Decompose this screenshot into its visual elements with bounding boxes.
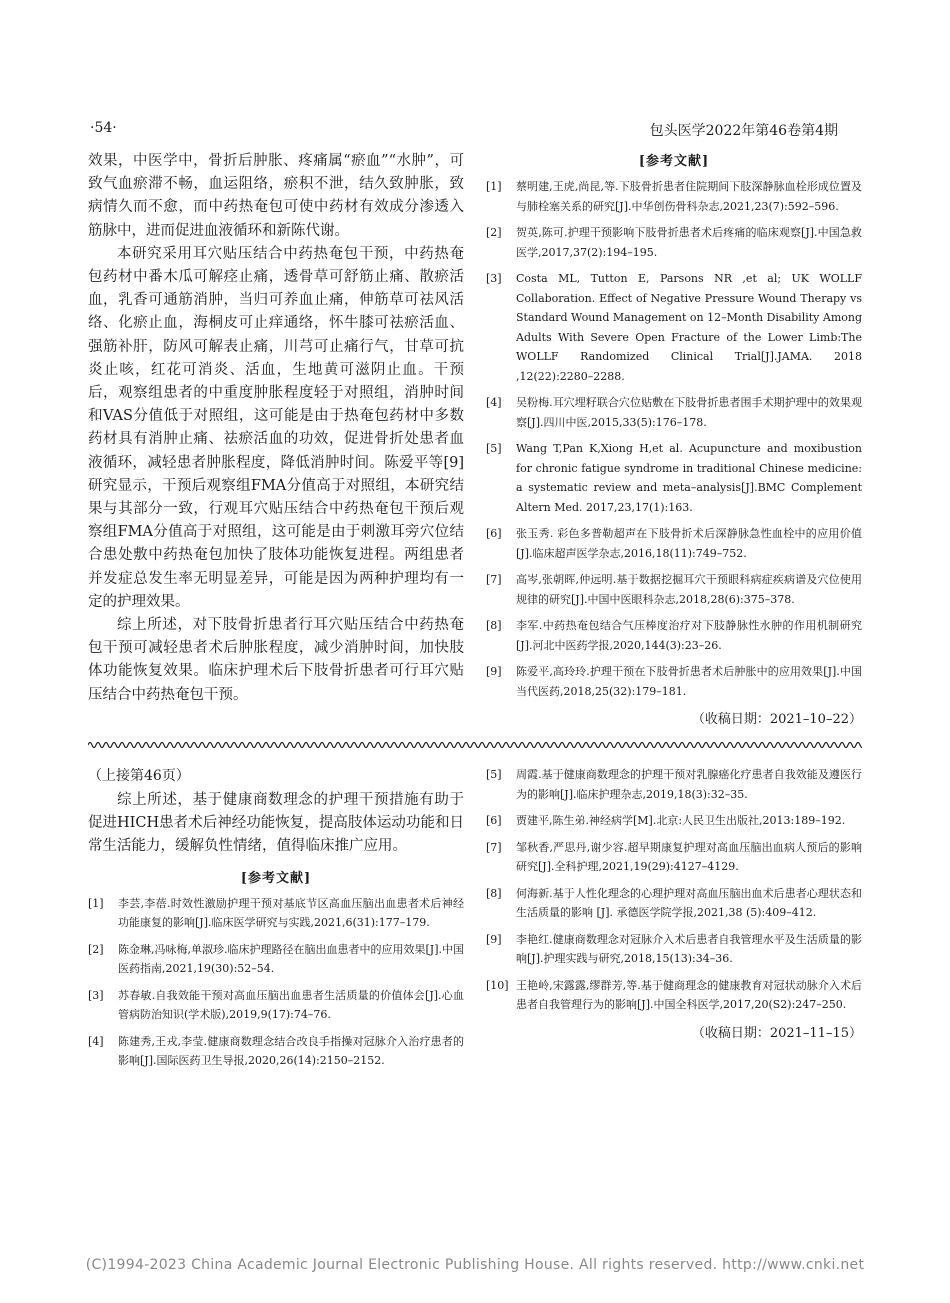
reference-text: 蔡明建,王虎,尚昆,等.下肢骨折患者住院期间下肢深静脉血栓形成位置及与肺栓塞关系的研究[J].中华创伤骨科杂志,2021,23(7):592–596. bbox=[516, 180, 862, 213]
reference-text: 贺英,陈可.护理干预影响下肢骨折患者术后疼痛的临床观察[J].中国急救医学,2017,37(2):194–195. bbox=[516, 226, 862, 259]
reference-number: [2] bbox=[486, 226, 502, 239]
reference-text: 李军.中药热奄包结合气压棒度治疗对下肢静脉性水肿的作用机制研究[J].河北中医药学报,2020,144(3):23–26. bbox=[516, 619, 862, 652]
reference-item bbox=[88, 1032, 464, 1071]
reference-item bbox=[486, 439, 862, 517]
reference-item bbox=[486, 524, 862, 563]
reference-number: [1] bbox=[88, 896, 104, 910]
reference-number: [7] bbox=[486, 840, 502, 854]
reference-text: Wang T,Pan K,Xiong H,et al. Acupuncture and moxibustion for chronic fatigue syndrome in traditional Chinese medicine: a systematic review and meta–analysis[J].BMC Complement Altern Med. 2017,23,17(1):163. bbox=[516, 442, 862, 514]
reference-list bbox=[88, 894, 464, 1071]
reference-number: [10] bbox=[486, 978, 509, 992]
reference-text: 李艳红.健康商数理念对冠脉介入术后患者自我管理水平及生活质量的影响[J].护理实践与研究,2018,15(13):34–36. bbox=[516, 932, 862, 965]
references-top bbox=[486, 150, 862, 727]
reference-text: 何海新.基于人性化理念的心理护理对高血压脑出血术后患者心理状态和生活质量的影响 [J]. 承德医学院学报,2021,38 (5):409–412. bbox=[516, 886, 862, 919]
reference-item bbox=[486, 930, 862, 969]
reference-number: [7] bbox=[486, 573, 502, 586]
reference-item bbox=[486, 177, 862, 216]
reference-number: [8] bbox=[486, 619, 502, 632]
reference-text: 高岑,张朝晖,仲远明.基于数据挖掘耳穴干预眼科病症疾病谱及穴位使用规律的研究[J].中国中医眼科杂志,2018,28(6):375–378. bbox=[516, 573, 862, 606]
reference-text: 陈爱平,高玲玲.护理干预在下肢骨折患者术后肿胀中的应用效果[J].中国当代医药,2018,25(32):179–181. bbox=[516, 665, 862, 698]
reference-item bbox=[486, 393, 862, 432]
body-paragraph: 综上所述，对下肢骨折患者行耳穴贴压结合中药热奄包干预可减轻患者术后肿胀程度，减少消肿时间，加快肢体功能恢复效果。临床护理术后下肢骨折患者可行耳穴贴压结合中药热奄包干预。 bbox=[88, 617, 464, 703]
references-heading: [参考文献] bbox=[638, 154, 710, 169]
reference-list bbox=[486, 177, 862, 701]
copyright-footer: (C)1994-2023 China Academic Journal Electronic Publishing House. All rights reserved. http://www.cnki.net bbox=[85, 1257, 865, 1273]
reference-item bbox=[486, 884, 862, 923]
journal-header: 包头医学2022年第46卷第4期 bbox=[649, 123, 838, 139]
reference-text: 苏春敏.自我效能干预对高血压脑出血患者生活质量的价值体会[J].心血管病防治知识(学术版),2019,9(17):74–76. bbox=[118, 988, 464, 1022]
reference-item bbox=[486, 838, 862, 877]
reference-text: 贾建平,陈生弟.神经病学[M].北京:人民卫生出版社,2013:189–192. bbox=[516, 814, 846, 827]
reference-number: [8] bbox=[486, 886, 502, 900]
references-heading: [参考文献] bbox=[240, 870, 312, 886]
reference-text: Costa ML, Tutton E, Parsons NR ,et al; UK WOLLF Collaboration. Effect of Negative Pressure Wound Therapy vs Standard Wound Management on 12–Month Disability Among Adults With Severe Open Fracture of the Lower Limb:The WOLLF Randomized Clinical Trial[J].JAMA. 2018 ,12(22):2280–2288. bbox=[516, 272, 862, 383]
reference-number: [5] bbox=[486, 442, 502, 455]
reference-number: [6] bbox=[486, 527, 502, 540]
reference-text: 吴粉梅.耳穴埋籽联合穴位贴敷在下肢骨折患者围手术期护理中的效果观察[J].四川中医,2015,33(5):176–178. bbox=[516, 396, 862, 429]
reference-item bbox=[88, 986, 464, 1025]
reference-item bbox=[486, 570, 862, 609]
reference-item bbox=[88, 940, 464, 979]
reference-number: [5] bbox=[486, 768, 502, 781]
reference-text: 陈建秀,王戎,李莹.健康商数理念结合改良手指操对冠脉介入治疗患者的影响[J].国际医药卫生导报,2020,26(14):2150–2152. bbox=[118, 1034, 464, 1068]
reference-item bbox=[486, 811, 862, 831]
body-paragraph: 效果，中医学中，骨折后肿胀、疼痛属“瘀血”“水肿”，可致气血瘀滞不畅，血运阻络，瘀积不泄，结久致肿胀，致病情久而不愈，而中药热奄包可使中药材有效成分渗透入筋脉中，进而促进血液循环和新陈代谢。 bbox=[88, 153, 464, 239]
reference-text: 邹秋香,严思丹,谢少容.超早期康复护理对高血压脑出血病人预后的影响研究[J].全科护理,2021,19(29):4127–4129. bbox=[516, 840, 862, 873]
reference-item bbox=[486, 616, 862, 655]
reference-text: 周霞.基于健康商数理念的护理干预对乳腺癌化疗患者自我效能及遵医行为的影响[J].临床护理杂志,2019,18(3):32–35. bbox=[516, 768, 862, 801]
reference-item bbox=[88, 894, 464, 933]
reference-item bbox=[486, 765, 862, 804]
reference-item bbox=[486, 662, 862, 701]
reference-number: [3] bbox=[88, 988, 104, 1002]
received-date: （收稿日期：2021–10–22） bbox=[691, 712, 862, 727]
reference-number: [1] bbox=[486, 180, 502, 193]
reference-item bbox=[486, 269, 862, 386]
reference-text: 张玉秀. 彩色多普勒超声在下肢骨折术后深静脉急性血栓中的应用价值[J].临床超声医学杂志,2016,18(11):749–752. bbox=[516, 527, 862, 560]
body-paragraph: 本研究采用耳穴贴压结合中药热奄包干预，中药热奄包药材中番木瓜可解痉止痛，透骨草可舒筋止痛、散瘀活血，乳香可通筋消肿，当归可养血止痛，伸筋草可祛风活络、化瘀止血，海桐皮可止痒通络，怀牛膝可祛瘀活血、强筋补肝，防风可解表止痛，川芎可止痛行气，甘草可抗炎止咳，红花可消炎、活血，生地黄可滋阴止血。干预后，观察组患者的中重度肿胀程度轻于对照组，消肿时间和VAS分值低于对照组，这可能是由于热奄包药材中多数药材具有消肿止痛、祛瘀活血的功效，促进骨折处患者血液循环，减轻患者肿胀程度，降低消肿时间。陈爱平等[9]研究显示，干预后观察组FMA分值高于对照组，本研究结果与其部分一致，行观耳穴贴压结合中药热奄包干预后观察组FMA分值高于对照组，这可能是由于刺激耳旁穴位结合患处敷中药热奄包加快了肢体功能恢复进程。两组患者并发症总发生率无明显差异，可能是因为两种护理均有一定的护理效果。 bbox=[88, 245, 464, 610]
article-body-top bbox=[88, 150, 464, 707]
reference-number: [4] bbox=[486, 396, 502, 409]
reference-number: [6] bbox=[486, 814, 502, 827]
reference-number: [4] bbox=[88, 1034, 104, 1048]
reference-text: 陈金琳,冯咏梅,单淑珍.临床护理路径在脑出血患者中的应用效果[J].中国医药指南,2021,19(30):52–54. bbox=[118, 942, 464, 976]
wavy-divider bbox=[88, 738, 862, 752]
received-date: （收稿日期：2021–11–15） bbox=[691, 1025, 862, 1041]
reference-number: [3] bbox=[486, 272, 502, 285]
continued-from: （上接第46页） bbox=[88, 768, 190, 784]
reference-text: 李芸,李蓓.时效性激励护理干预对基底节区高血压脑出血患者术后神经功能康复的影响[J].临床医学研究与实践,2021,6(31):177–179. bbox=[118, 896, 464, 930]
reference-number: [9] bbox=[486, 932, 502, 946]
reference-text: 王艳岭,宋露露,缪群芳,等.基于健商理念的健康教育对冠状动脉介入术后患者自我管理行为的影响[J].中国全科医学,2017,20(S2):247–250. bbox=[516, 978, 862, 1011]
references-bottom bbox=[486, 765, 862, 1041]
reference-item bbox=[486, 976, 862, 1015]
reference-number: [9] bbox=[486, 665, 502, 678]
body-paragraph: 综上所述，基于健康商数理念的护理干预措施有助于促进HICH患者术后神经功能恢复，提高肢体运动功能和日常生活能力，缓解负性情绪，值得临床推广应用。 bbox=[88, 792, 464, 855]
reference-item bbox=[486, 223, 862, 262]
reference-list bbox=[486, 765, 862, 1015]
reference-number: [2] bbox=[88, 942, 104, 956]
article-body-bottom bbox=[88, 765, 464, 1078]
page-number: ·54· bbox=[90, 120, 117, 136]
